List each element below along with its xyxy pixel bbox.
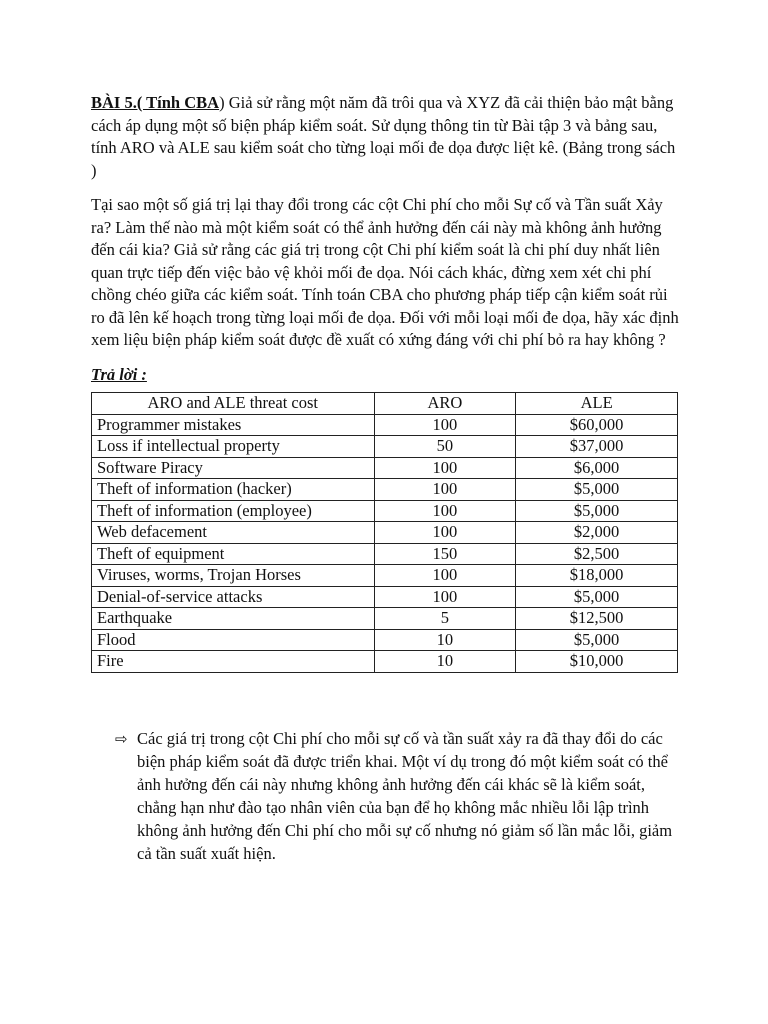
aro-ale-table [91,392,678,673]
table-row [92,479,678,501]
ale-cell: $12,500 [516,608,678,630]
table-row [92,436,678,458]
table-row [92,457,678,479]
aro-cell: 100 [374,586,516,608]
aro-cell: 5 [374,608,516,630]
exercise-title: BÀI 5.( Tính CBA [91,93,220,112]
ale-cell: $60,000 [516,414,678,436]
table-body [92,414,678,672]
answer-bullet [115,727,675,865]
table-row [92,414,678,436]
aro-cell: 100 [374,522,516,544]
ale-cell: $2,000 [516,522,678,544]
header-threat: ARO and ALE threat cost [92,393,375,415]
aro-cell: 10 [374,629,516,651]
table-row [92,522,678,544]
threat-cell: Programmer mistakes [92,414,375,436]
threat-cell: Web defacement [92,522,375,544]
ale-cell: $5,000 [516,629,678,651]
table-row [92,651,678,673]
aro-cell: 150 [374,543,516,565]
aro-cell: 100 [374,565,516,587]
exercise-intro: ) Giả sử rằng một năm đã trôi qua và XYZ đã cải thiện bảo mật bằng cách áp dụng một số biện pháp kiểm soát. Sử dụng thông tin từ Bài tập 3 và bảng sau, tính ARO và ALE sau kiểm soát cho từng loại mối đe dọa được liệt kê. (Bảng trong sách ) [91,93,676,180]
threat-cell: Software Piracy [92,457,375,479]
hollow-right-arrow-icon: ⇨ [115,730,128,748]
table-row [92,586,678,608]
header-aro: ARO [374,393,516,415]
ale-cell: $6,000 [516,457,678,479]
threat-cell: Fire [92,651,375,673]
threat-cell: Theft of equipment [92,543,375,565]
ale-cell: $5,000 [516,500,678,522]
aro-cell: 100 [374,414,516,436]
ale-cell: $37,000 [516,436,678,458]
ale-cell: $5,000 [516,479,678,501]
aro-cell: 100 [374,457,516,479]
ale-cell: $5,000 [516,586,678,608]
aro-cell: 50 [374,436,516,458]
table-row [92,629,678,651]
table-row [92,608,678,630]
table-header-row [92,393,678,415]
threat-cell: Theft of information (hacker) [92,479,375,501]
ale-cell: $2,500 [516,543,678,565]
header-ale: ALE [516,393,678,415]
document-body [91,92,681,673]
exercise-paragraph [91,92,681,182]
table-row [92,500,678,522]
aro-cell: 10 [374,651,516,673]
answer-label: Trả lời : [91,364,147,384]
threat-cell: Viruses, worms, Trojan Horses [92,565,375,587]
threat-cell: Flood [92,629,375,651]
table-row [92,565,678,587]
threat-cell: Loss if intellectual property [92,436,375,458]
aro-cell: 100 [374,500,516,522]
ale-cell: $18,000 [516,565,678,587]
question-paragraph: Tại sao một số giá trị lại thay đổi trong các cột Chi phí cho mỗi Sự cố và Tần suất Xảy ra? Làm thế nào mà một kiểm soát có thể ảnh hưởng đến cái này mà không ảnh hưởng đến cái kia? Giả sử rằng các giá trị trong cột Chi phí kiểm soát là chi phí duy nhất liên quan trực tiếp đến việc bảo vệ khỏi mối đe dọa. Nói cách khác, đừng xem xét chi phí chồng chéo giữa các kiểm soát. Tính toán CBA cho phương pháp tiếp cận kiểm soát rủi ro đã lên kế hoạch trong từng loại mối đe dọa. Đối với mỗi loại mối đe dọa, hãy xác định xem liệu biện pháp kiểm soát được đề xuất có xứng đáng với chi phí bỏ ra hay không ? [91,195,679,349]
aro-cell: 100 [374,479,516,501]
ale-cell: $10,000 [516,651,678,673]
answer-text: Các giá trị trong cột Chi phí cho mỗi sự cố và tần suất xảy ra đã thay đổi do các biện pháp kiểm soát đã được triển khai. Một ví dụ trong đó một kiểm soát có thể ảnh hưởng đến cái này nhưng không ảnh hưởng đến cái khác sẽ là kiểm soát, chẳng hạn như đào tạo nhân viên của bạn để họ không mắc nhiều lỗi lập trình không ảnh hưởng đến Chi phí cho mỗi sự cố nhưng nó giảm số lần mắc lỗi, giảm cả tần suất xuất hiện. [137,729,673,863]
table-row [92,543,678,565]
threat-cell: Denial-of-service attacks [92,586,375,608]
threat-cell: Earthquake [92,608,375,630]
threat-cell: Theft of information (employee) [92,500,375,522]
